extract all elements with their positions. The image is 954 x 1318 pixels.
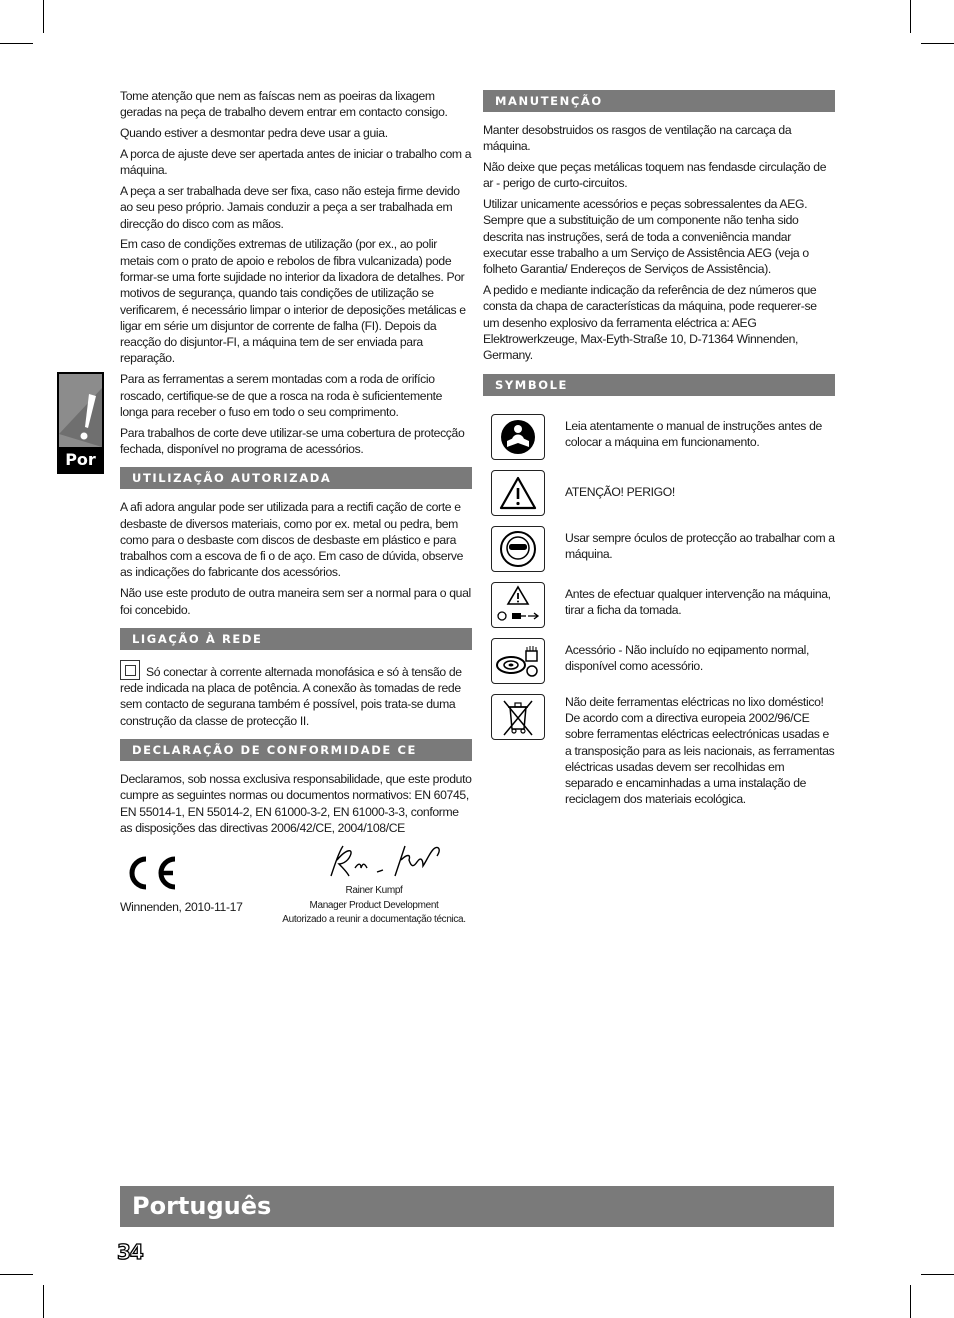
crop-mark [43,1285,44,1318]
crop-mark [0,43,33,44]
symbol-text: Não deite ferramentas eléctricas no lixo doméstico! De acordo com a directiva europeia 2002/96/CE sobre ferramentas eléctricas eelectrónicas usadas e a transposição para as leis nacionais, as ferramentas eléctricas usadas devem ser recolhidas em separado e encaminhadas a uma instalação de reciclagem dos materiais ecológica. [565,694,835,807]
crop-mark [921,1274,954,1275]
signer-block [280,884,468,928]
symbol-row [483,414,835,460]
symbol-text: Usar sempre óculos de protecção ao trabalhar com a máquina. [565,530,835,561]
crop-mark [0,1274,33,1275]
paragraph [120,660,472,729]
paragraph: Para as ferramentas a serem montadas com a roda de orifício roscado, certifique-se de que a rosca na roda è suficientemente longa para receber o fuso em todo o seu comprimento. [120,372,443,419]
paragraph: A afi adora angular pode ser utilizada para a rectifi cação de corte e desbaste de diversos materiais, como por ex. metal ou pedra, bem como para o desbaste com discos de desbaste em plástico e para trabalhos com a escova de fi o de aço. Em caso de dúvida, observe as indicações do fabricante dos acessórios. [120,500,464,580]
side-tab-label: Por [65,450,96,469]
symbol-text: Acessório - Não incluído no eqipamento normal, disponível como acessório. [565,642,810,673]
right-column [483,88,835,818]
section-heading-symbole: SYMBOLE [483,374,835,396]
crop-mark [921,43,954,44]
crop-mark [43,0,44,33]
symbol-row [483,526,835,572]
paragraph: Declaramos, sob nossa exclusiva responsabilidade, que este produto cumpre as seguintes normas ou documentos normativos: EN 60745, EN 55014-1, EN 55014-2, EN 61000-3-2, EN 61000-3-3, conforme as disposições das directivas 2006/42/CE, 2004/108/CE [120,772,472,835]
paragraph: Manter desobstruidos os rasgos de ventilação na carcaça da máquina. [483,123,792,154]
paragraph: Tome atenção que nem as faíscas nem as poeiras da lixagem geradas na peça de trabalho devem entrar em contacto consigo. [120,89,448,120]
paragraph: A porca de ajuste deve ser apertada antes de iniciar o trabalho com a máquina. [120,146,472,178]
signature-image [325,842,445,882]
unplug-warning-icon [491,582,545,628]
symbol-text: ATENÇÃO! PERIGO! [565,484,675,499]
section-heading-declaracao: DECLARAÇÃO DE CONFORMIDADE CE [120,739,472,761]
language-title-bar: Português [120,1186,834,1227]
read-manual-icon [491,414,545,460]
paragraph: A pedido e mediante indicação da referência de dez números que consta da chapa de características da máquina, pode requerer-se um desenho explosivo da ferramenta eléctrica a: AEG Elektrowerkzeuge, Max-Eyth-Straße 10, D-71364 Winnenden, Germany. [483,283,817,363]
symbol-row [483,582,835,628]
weee-bin-icon [491,694,545,740]
ligacao-text: Só conectar à corrente alternada monofásica e só à tensão de rede indicada na placa de potência. A conexão às tomadas de rede sem contacto de segurana também é possível, pois trata-se duma construção da classe de protecção II. [120,664,462,728]
page-number: 34 [117,1240,143,1264]
language-side-tab [57,372,104,474]
place-date: Winnenden, 2010-11-17 [120,900,243,915]
signer-name: Rainer Kumpf [345,885,403,897]
warning-triangle-icon [491,470,545,516]
crop-mark [910,1285,911,1318]
paragraph: Quando estiver a desmontar pedra deve usar a guia. [120,126,388,141]
warning-icon [59,374,102,447]
crop-mark [910,0,911,33]
section-heading-ligacao: LIGAÇÃO À REDE [120,628,472,650]
symbol-row [483,638,835,684]
symbol-text: Antes de efectuar qualquer intervenção na máquina, tirar a ficha da tomada. [565,586,831,617]
paragraph: Não deixe que peças metálicas toquem nas fendasde circulação de ar - perigo de curto-circuitos. [483,160,827,191]
section-heading-manutencao: MANUTENÇÃO [483,90,835,112]
paragraph: Para trabalhos de corte deve utilizar-se uma cobertura de protecção fechada, disponível no programa de acessórios. [120,425,465,456]
left-column [120,88,472,942]
paragraph: Não use este produto de outra maneira sem ser a normal para o qual foi concebido. [120,586,471,617]
symbol-row [483,470,835,516]
double-insulation-icon [120,660,140,680]
symbol-row [483,694,835,808]
signer-role: Manager Product Development [309,899,439,911]
section-heading-utilizacao: UTILIZAÇÃO AUTORIZADA [120,467,472,489]
symbol-text: Leia atentamente o manual de instruções antes de colocar a máquina em funcionamento. [565,418,822,449]
paragraph: Utilizar unicamente acessórios e peças sobressalentes da AEG. Sempre que a substituição de um componente não tenha sido descrita nas instruções, será de toda a conveniência mandar executar esse trabalho a um Serviço de Assistência AEG (veja o folheto Garantia/ Endereços de Serviços de Assistência). [483,197,809,277]
paragraph: Em caso de condições extremas de utilização (por ex., ao polir metais com o prato de apoio e rebolos de fibra vulcanizada) pode formar-se uma forte sujidade no interior da lixadora de detalhes. Por motivos de segurança, quando tais condições de utilização se verificarem, é necessário limpar o interior de deposições metálicas e ligar em série um disjuntor de corrente de falha (FI). Depois da reacção do disjuntor-FI, a máquina tem de ser enviada para reparação. [120,237,466,366]
ce-mark-icon [122,852,180,894]
paragraph: A peça a ser trabalhada deve ser fixa, caso não esteja firme devido ao seu peso próprio. Jamais conduzir a peça a ser trabalhada em direcção do disco com as mãos. [120,183,460,231]
safety-goggles-icon [491,526,545,572]
accessory-icon [491,638,545,684]
conformity-block [120,842,472,942]
signer-note: Autorizado a reunir a documentação técnica. [282,914,466,926]
